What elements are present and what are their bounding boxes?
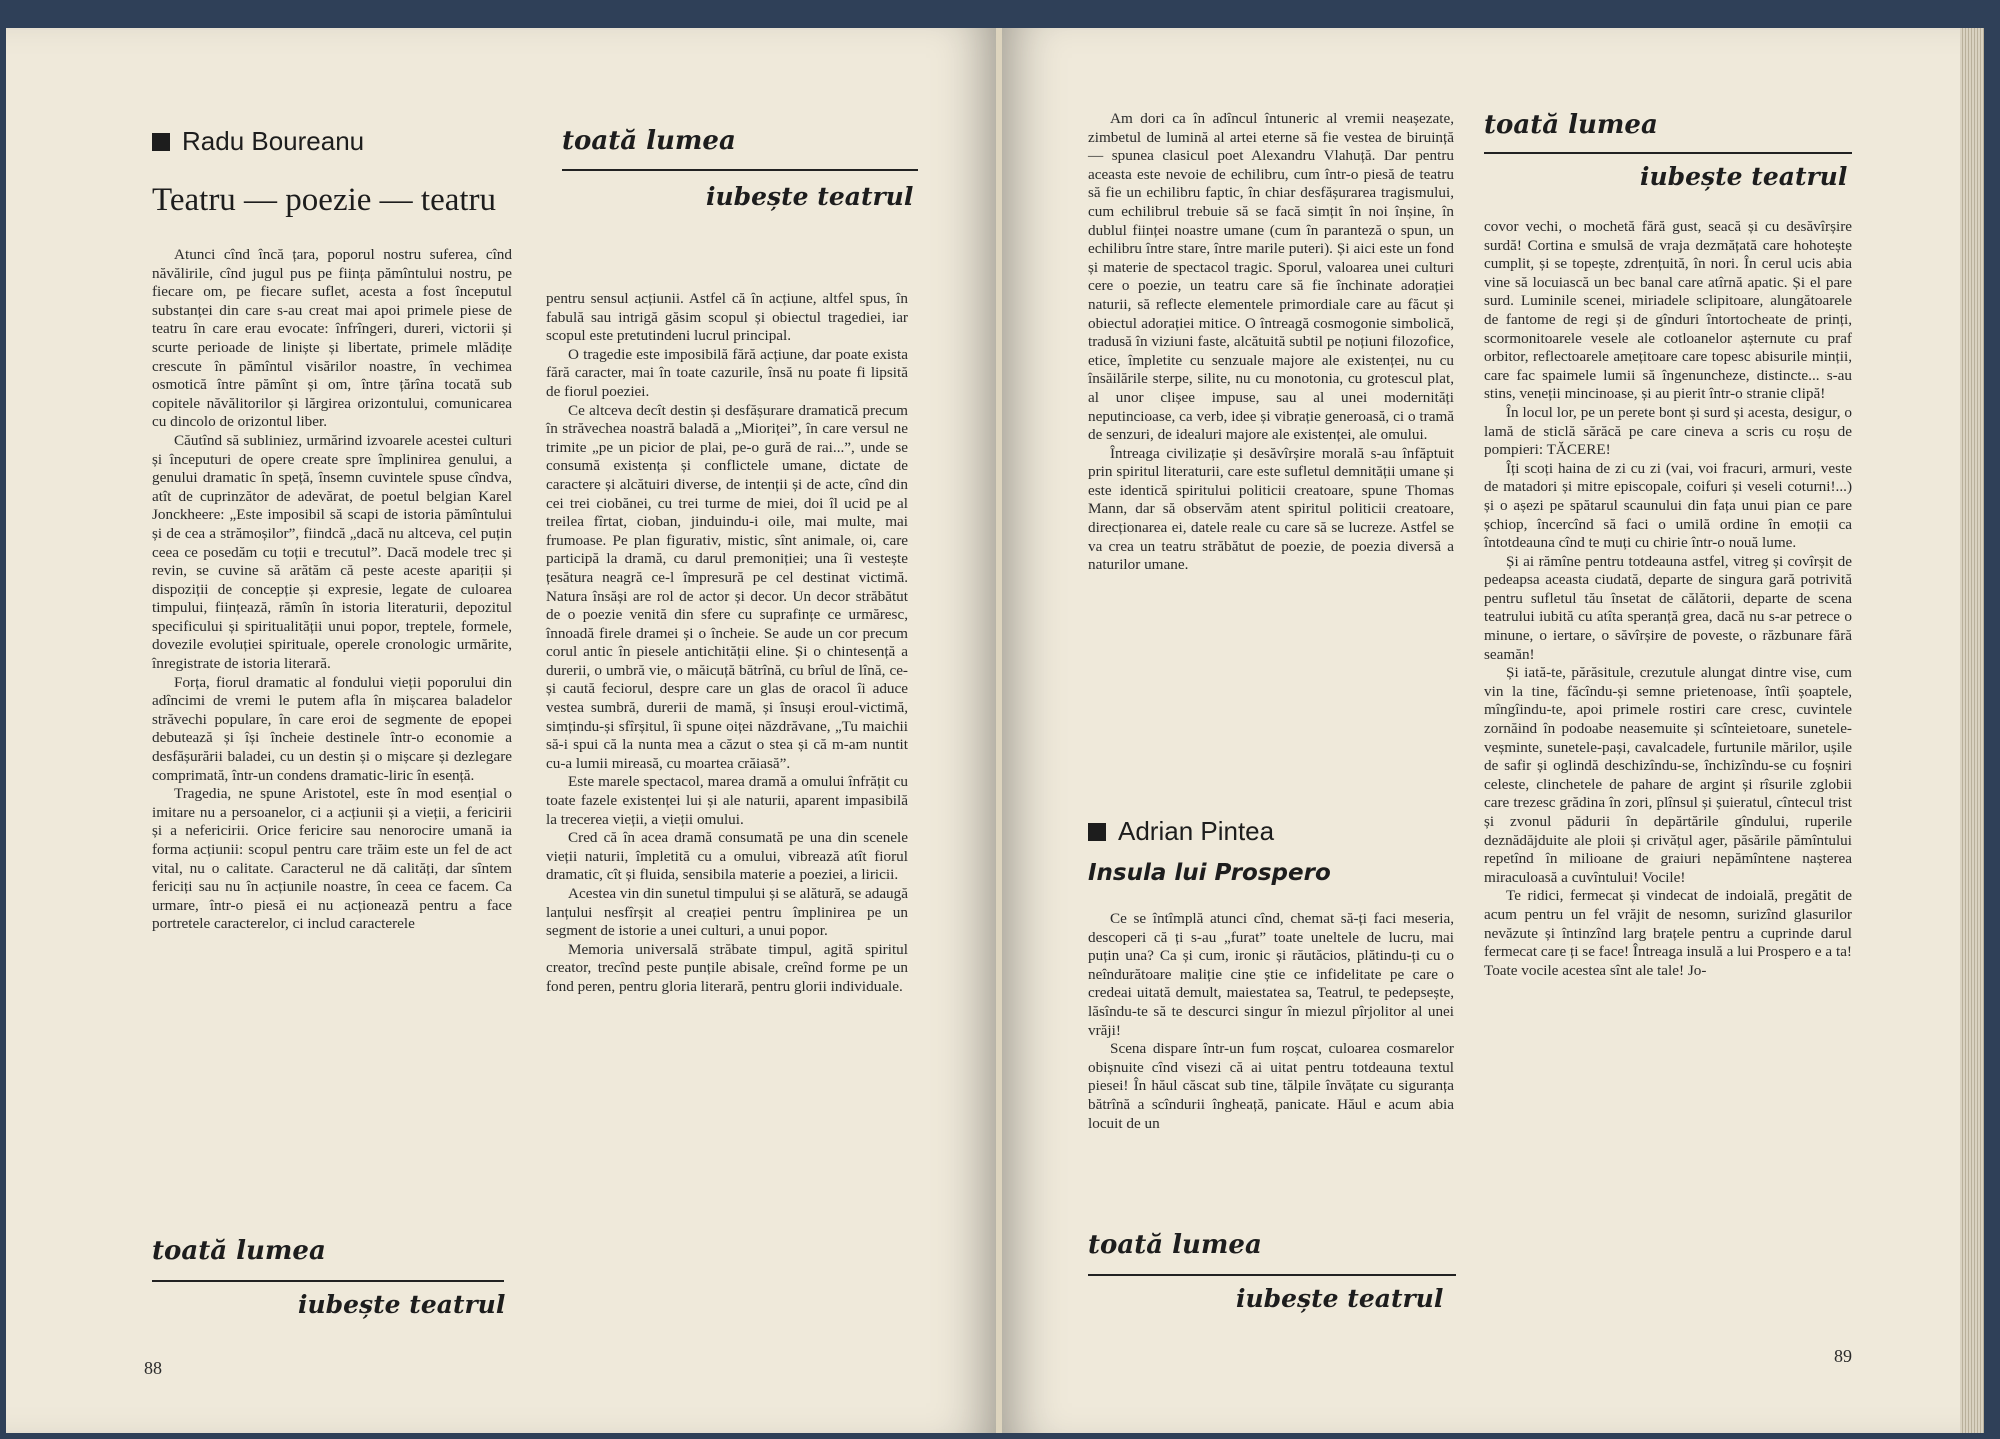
book-spread (6, 28, 1984, 1433)
paragraph: Ce altceva decît destin și desfășurare dramatică precum în străvechea noastră baladă a „Mioriței”, în care versul ne trimite „pe un picior de plai, pe-o gură de rai...”, unde se consumă existența și conflictele umane, dictate de caractere și alcătuiri diverse, de intenții și de acte, cînd din cei trei ciobănei, cu trei turme de miei, doi îl ucid pe al treilea fîrtat, cioban, jinduindu-i oile, mai multe, mai frumoase. Pe plan figurativ, mistic, sînt animale, oi, care participă la dramă, cu darul premoniției; una îi vestește țesătura neagră ce-l împresură pe cel destinat victimă. Natura însăși are rol de actor și decor. Un decor străbătut de o poezie venită din sfere cu suprafințe ce urmăresc, înnoadă firele dramei și o încheie. Se aude un cor precum corul antic în piesele antichității eline. Și o chintesență a durerii, o umbră vie, o măicuță bătrînă, cu brîul de lînă, ce-și caută feciorul, despre care un glas de oracol îi aduce vestea sumbră, durerii de mamă, și însuși eroul-victimă, simțindu-și sfîrșitul, îi spune oiței năzdrăvane, „Tu maichii să-i spui că la nunta mea a căzut o stea și că m-am nuntit cu-a lumii mireasă, cu moartea crăiasă”. (546, 401, 908, 772)
slogan-top-r2: toată lumea (1088, 1230, 1262, 1260)
right-page (1002, 28, 1960, 1433)
divider-rule (562, 169, 918, 171)
paragraph: Îți scoți haina de zi cu zi (vai, voi fracuri, armuri, veste de matadori și mitre episcopale, coifuri și veseli coturni!...) și o așezi pe spătarul scaunului din fața unui pian ce pare șchiop, încercînd să faci o umilă ordine în emoții ca întotdeauna cînd te muți cu chirie într-o nouă lume. (1484, 459, 1852, 552)
slogan-bottom-2: iubește teatrul (298, 1290, 506, 1319)
article-title: Teatru — poezie — teatru (152, 182, 497, 218)
page-edges (1960, 28, 1984, 1433)
paragraph: O tragedie este imposibilă fără acțiune, dar poate exista fără caracter, mai în toate cazurile, însă nu poate fi lipsită de fiorul poeziei. (546, 345, 908, 400)
right-column-2 (1484, 218, 1852, 980)
slogan-top: toată lumea (562, 126, 736, 156)
paragraph: Forța, fiorul dramatic al fondului vieții poporului din adîncimi de vremi le putem afla în mișcarea baladelor străvechi populare, în care eroi de segmente de epopei debutează și își încheie destinele într-o economie a desfășurării baladei, cu un destin și o mișcare și dezlegare comprimată, într-un condens dramatic-liric în esență. (152, 673, 512, 784)
paragraph: Scena dispare într-un fum roșcat, culoarea cosmarelor obișnuite cînd visezi că ai uitat pentru totdeauna textul piesei! În hăul căscat sub tine, tălpile învățate cu siguranța bătrînă a scîndurii îngheață, panicate. Hăul e acum abia locuit de un (1088, 1040, 1454, 1132)
paragraph: Tragedia, ne spune Aristotel, este în mod esențial o imitare nu a persoanelor, ci a acțiunii și a vieții, a fericirii și a nefericirii. Orice fericire sau nenorocire umană ia forma acțiunii: scopul pentru care trăim este un fel de act vital, nu o calitate. Caracterul ne dă calități, dar sîntem fericiți sau nu în acțiunile noastre, în ceea ce facem. Ca urmare, într-o piesă ei nu acționează pentru a face portretele caracterelor, ci includ caracterele (152, 785, 512, 933)
paragraph: covor vechi, o mochetă fără gust, seacă și cu desăvîrșire surdă! Cortina e smulsă de vraja dezmățată care hohotește cumplit, și se topește, zdrențuită, în nori. În cerul ucis abia vine să locuiască un bec banal care atîrnă apatic. Și el pare surd. Luminile scenei, miriadele sclipitoare, alungătoarele de fantome de regi și de gînduri întortocheate de prinți, scormonitoarele vesele ale cotloanelor așternute cu praf orbitor, reflectoarele amețitoare care topesc abisurile minții, care fac spaimele lumii să îngenuncheze, distincte... s-au stins, veneții mincinoase, și au pierit într-o stranie clipă! (1484, 218, 1852, 403)
slogan-top-2: toată lumea (152, 1236, 326, 1266)
bullet-square-icon-2 (1088, 823, 1106, 841)
divider-rule-r2 (1088, 1274, 1456, 1276)
bullet-square-icon (152, 133, 170, 151)
slogan-top-r: toată lumea (1484, 110, 1658, 140)
divider-rule-r (1484, 152, 1852, 154)
right-column-1-bottom (1088, 910, 1454, 1133)
slogan-bottom-r: iubește teatrul (1640, 162, 1848, 191)
left-column-2 (546, 290, 908, 997)
slogan-bottom-r2: iubește teatrul (1236, 1284, 1444, 1313)
paragraph: pentru sensul acțiunii. Astfel că în acțiune, altfel spus, în fabulă sau intrigă găsim scopul și obiectul tragediei, iar scopul este pretutindeni lucrul principal. (546, 290, 908, 345)
author-name: Radu Boureanu (152, 126, 364, 157)
paragraph: Cred că în acea dramă consumată pe una din scenele vieții naturii, împletită cu a omului, vibrează atît fiorul dramatic, cît și fluida, sensibila materie a poeziei, a liricii. (546, 829, 908, 884)
article-title-2: Insula lui Prospero (1088, 860, 1331, 886)
paragraph: Căutînd să subliniez, urmărind izvoarele acestei culturi și începuturi de opere create spre împlinirea genului, a genului dramatic în speță, însemn cuvintele spuse cîndva, atît de cuprinzător de adevărat, de poetul belgian Karel Jonckheere: „Este imposibil să scapi de istoria pămîntului și de cea a strămoșilor”, fiindcă „dacă nu altceva, cel puțin ceea ce posedăm cu toții e trecutul”. Dacă modele trec și revin, se cuvine să arătăm că peste aceste apariții și dispoziții de concepție și expresie, legate de culoarea timpului, ființează, rămîn în istoria literaturii, depozitul specificului și spiritualității unui popor, treptele, formele, dovezile evoluției spirituale, operele cronologic urmărite, înregistrate de istoria literară. (152, 431, 512, 673)
divider-rule-2 (152, 1280, 504, 1282)
right-column-1-top (1088, 110, 1454, 575)
paragraph: Te ridici, fermecat și vindecat de indoială, pregătit de acum pentru un fel vrăjit de nesomn, surizînd glasurilor nevăzute și întinzînd larg brațele pentru a cuprinde darul fermecat care ți se face! Întreaga insulă a lui Prospero e a ta! Toate vocile acestea sînt ale tale! Jo- (1484, 887, 1852, 979)
left-column-1 (152, 246, 512, 934)
author-name-2: Adrian Pintea (1088, 816, 1274, 847)
paragraph: Am dori ca în adîncul întuneric al vremii neașezate, zimbetul de lumină al artei eterne să fie vestea de biruință — spunea clasicul poet Alexandru Vlahuță. Dar pentru aceasta este nevoie de echilibru, cum într-o piesă de teatru să fie un echilibru faptic, în chiar desfășurarea tragismului, cum echilibrul trebuie să se facă simțit în noi înșine, în dublul ființei noastre umane (cum în paranteză o spun, un echilibru între stare, între marile puteri). Și aici este un fond și materie de spectacol tragic. Sporul, valoarea unei culturi cere o poezie, un teatru care să fie închinate adorației naturii, să reflecte elementele primordiale care au făcut și obiectul adorației mitice. O întreagă cosmogonie simbolică, tradusă în viziuni faste, alcătuită subtil pe noțiuni filozofice, etice, împletite cu senzuale majore ale existenței, nu cu însăilările sterpe, silite, nu cu monotonia, cu grotescul plat, al unor clișee impuse, sau al unei modernități neputincioase, ca verb, idee și vibrație generoasă, ci o tramă de senzuri, de idealuri majore ale existenței, ale omului. (1088, 110, 1454, 444)
page-number: 88 (144, 1358, 162, 1378)
slogan-bottom: iubește teatrul (706, 182, 914, 211)
paragraph: Întreaga civilizație și desăvîrșire morală s-au înfăptuit prin spiritul literaturii, care este sufletul demnității umane și este identică spiritului politicii creatoare, spune Thomas Mann, dar să observăm atent spiritul politicii creatoare, direcționarea ei, datele reale cu care să se lucreze. Astfel se va crea un teatru străbătut de poezie, de poezia diversă a naturilor umane. (1088, 444, 1454, 574)
paragraph: În locul lor, pe un perete bont și surd și acesta, desigur, o lamă de sticlă sărăcă pe care cineva a scris cu roșu de pompieri: TĂCERE! (1484, 403, 1852, 459)
left-page (6, 28, 996, 1433)
paragraph: Memoria universală străbate timpul, agită spiritul creator, trecînd peste punțile abisale, creînd forme pe un fond peren, pentru gloria literară, pentru glorii individuale. (546, 940, 908, 995)
paragraph: Și iată-te, părăsitule, crezutule alungat dintre vise, cum vin la tine, făcîndu-și semne prietenoase, întîi șoaptele, mîngîindu-te, apoi primele rostiri care cresc, cuvintele zornăind în podoabe neasemuite și scînteietoare, sunetele-veșminte, sunetele-pași, cavalcadele, furtunile mărilor, ușile de safir și oglindă deschizîndu-se, închizîndu-se cu foșniri celeste, clinchetele de pahare de argint și rîsurile zglobii care trezesc grădina în zori, plînsul și șuieratul, cîntecul trist și zvonul pădurii în depărtările gîndului, ruperile deznădăjduite ale ploii și crivățul ager, păsările pămîntului repetînd în milioane de graiuri nepămîntene nașterea miraculoasă a cuvîntului! Vocile! (1484, 664, 1852, 886)
paragraph: Și ai rămîne pentru totdeauna astfel, vitreg și covîrșit de pedeapsa aceasta ciudată, departe de singura gară potrivită pentru sufletul tău însetat de călătorii, departe de scena teatrului iubită cu atîta speranță grea, dacă nu s-ar petrece o minune, o iertare, o săvîrșire de poveste, o răzbunare fără seamăn! (1484, 552, 1852, 663)
paragraph: Ce se întîmplă atunci cînd, chemat să-ți faci meseria, descoperi că ți s-au „furat” toate uneltele de lucru, mai puțin una? Ca și cum, ironic și răutăcios, plătindu-ți cu o neîndurătoare maliție cine știe ce infidelitate pe care o credeai uitată demult, maiestatea sa, Teatrul, te pedepsește, lăsîndu-te să te descurci singur în miezul pîrjolitor al unei vrăji! (1088, 910, 1454, 1039)
paragraph: Atunci cînd încă țara, poporul nostru suferea, cînd năvălirile, cînd jugul pus pe ființa pămîntului nostru, pe fiecare om, pe fiecare suflet, acesta a fost începutul substanței din care s-au creat mai apoi primele piese de teatru în care erau evocate: înfrîngeri, dureri, victorii și scurte perioade de liniște și libertate, primele mlădițe crescute în pămîntul visărilor noastre, în vechimea osmotică între pămînt și om, între țărîna tocată sub copitele năvălitorilor și lărgirea orizontului, comunicarea cu dincolo de orizontul liber. (152, 246, 512, 431)
paragraph: Este marele spectacol, marea dramă a omului înfrățit cu toate fazele existenței lui și ale naturii, aparent impasibilă la trecerea vieții, a vieții omului. (546, 773, 908, 828)
page-number-right: 89 (1834, 1346, 1852, 1366)
paragraph: Acestea vin din sunetul timpului și se alătură, se adaugă lanțului nesfîrșit al creației pentru împlinirea pe un segment de istorie a unei culturi, a unui popor. (546, 885, 908, 940)
